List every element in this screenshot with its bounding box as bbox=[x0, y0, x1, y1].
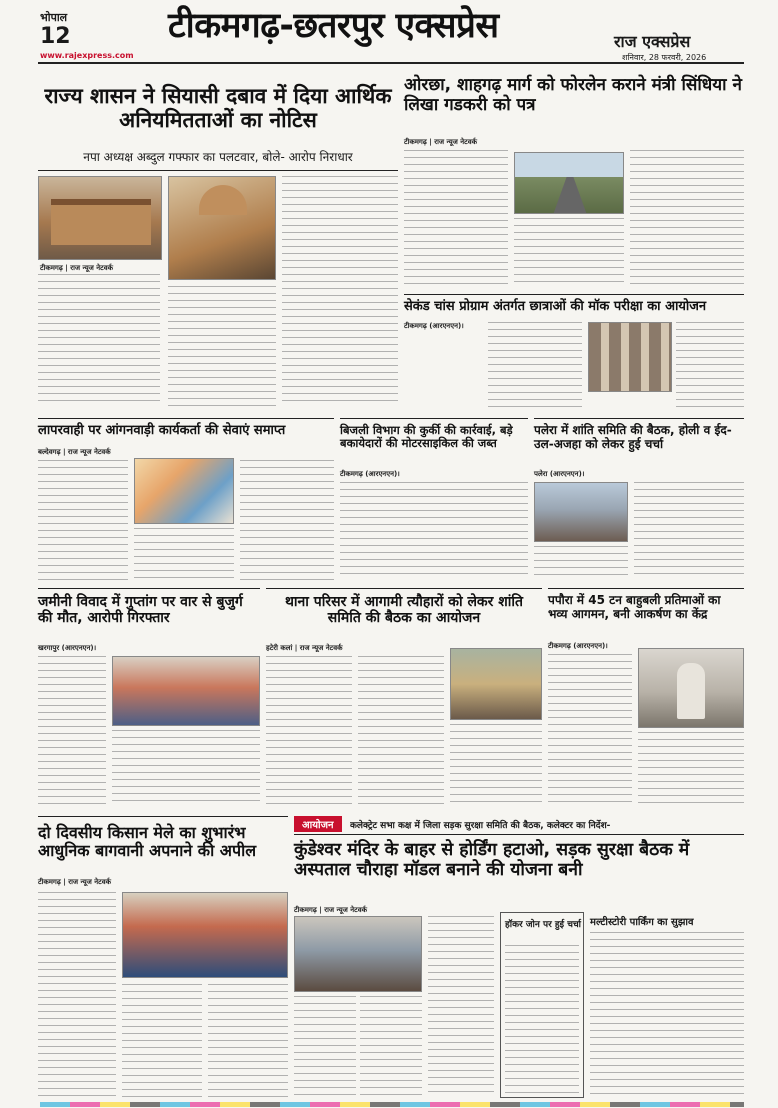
orchha-story bbox=[404, 68, 744, 288]
electricity-lead: टीकमगढ़ (आरएनएन)। bbox=[340, 470, 400, 478]
orchha-body-col-1 bbox=[404, 150, 508, 286]
land-dispute-story bbox=[38, 588, 260, 810]
collector-rule bbox=[294, 834, 744, 835]
kisan-mela-photo bbox=[122, 892, 288, 978]
anganwadi-headline: लापरवाही पर आंगनवाड़ी कार्यकर्ता की सेवाएं समाप्त bbox=[38, 423, 286, 438]
lead-body-col-1 bbox=[38, 274, 160, 406]
anganwadi-body-col-1 bbox=[38, 460, 128, 580]
collector-body-col-2 bbox=[360, 996, 422, 1098]
second-chance-photo bbox=[588, 322, 672, 392]
thana-photo bbox=[450, 648, 542, 720]
lead-byline: टीकमगढ़ | राज न्यूज नेटवर्क bbox=[40, 264, 113, 272]
palera-lead: पलेरा (आरएनएन)। bbox=[534, 470, 585, 478]
kisan-mela-body-col-3 bbox=[208, 984, 288, 1098]
city-label: भोपाल bbox=[40, 11, 68, 24]
collector-body-col-3 bbox=[428, 916, 494, 1098]
land-dispute-body-col-1 bbox=[38, 656, 106, 806]
kisan-mela-story bbox=[38, 816, 288, 1102]
second-chance-lead: टीकमगढ़ (आरएनएन)। bbox=[404, 322, 464, 330]
kisan-mela-body-col-2 bbox=[122, 984, 202, 1098]
page-number: 12 bbox=[40, 24, 71, 49]
land-dispute-rule bbox=[38, 588, 260, 589]
lead-subhead: नपा अध्यक्ष अब्दुल गफ्फार का पलटवार, बोले- आरोप निराधार bbox=[83, 150, 353, 164]
thana-body-col-2 bbox=[358, 656, 444, 806]
land-dispute-headline: जमीनी विवाद में गुप्तांग पर वार से बुजुर्ग की मौत, आरोपी गिरफ्तार bbox=[38, 594, 243, 627]
palera-rule bbox=[534, 418, 744, 419]
thana-headline: थाना परिसर में आगामी त्यौहारों को लेकर शांति समिति की बैठक का आयोजन bbox=[284, 594, 524, 627]
second-chance-body-col-2 bbox=[676, 322, 744, 410]
papora-body-col-2 bbox=[638, 732, 744, 806]
electricity-rule bbox=[340, 418, 528, 419]
palera-body-col-2 bbox=[634, 482, 744, 580]
collector-body-col-1 bbox=[294, 996, 356, 1098]
lead-photo-2 bbox=[168, 176, 276, 280]
kisan-mela-headline: दो दिवसीय किसान मेले का शुभारंभ आधुनिक बागवानी अपनाने की अपील bbox=[38, 823, 257, 861]
kisan-mela-body-col-1 bbox=[38, 892, 116, 1098]
multistory-parking-title: मल्टीस्टोरी पार्किंग का सुझाव bbox=[590, 917, 694, 928]
thana-rule bbox=[266, 588, 542, 589]
masthead-title: टीकमगढ़-छतरपुर एक्सप्रेस bbox=[168, 6, 499, 46]
website[interactable]: www.rajexpress.com bbox=[40, 51, 134, 60]
orchha-body-col-3 bbox=[630, 150, 744, 286]
anganwadi-photo bbox=[134, 458, 234, 524]
lead-body-col-2 bbox=[168, 286, 276, 406]
land-dispute-lead: खरगापुर (आरएनएन)। bbox=[38, 644, 97, 652]
thana-body-col-1 bbox=[266, 656, 352, 806]
palera-story bbox=[534, 418, 744, 582]
anganwadi-body-col-3 bbox=[240, 460, 334, 580]
kisan-mela-byline: टीकमगढ़ | राज न्यूज नेटवर्क bbox=[38, 878, 111, 886]
registration-strip bbox=[40, 1102, 744, 1107]
second-chance-body-col-1 bbox=[488, 322, 582, 410]
papora-body-col-1 bbox=[548, 654, 632, 806]
papora-rule bbox=[548, 588, 744, 589]
hawker-zone-title: हॉकर जोन पर हुई चर्चा bbox=[505, 920, 581, 930]
anganwadi-byline: बल्देवगढ़ | राज न्यूज नेटवर्क bbox=[38, 448, 111, 456]
papora-lead: टीकमगढ़ (आरएनएन)। bbox=[548, 642, 608, 650]
collector-headline: कुंडेश्वर मंदिर के बाहर से होर्डिंग हटाओ, सड़क सुरक्षा बैठक में अस्पताल चौराहा मॉडल बनाने की योजना बनी bbox=[294, 840, 690, 881]
masthead-divider bbox=[38, 62, 744, 64]
thana-story bbox=[266, 588, 542, 810]
orchha-body-col-2 bbox=[514, 218, 624, 286]
issue-date: शनिवार, 28 फरवरी, 2026 bbox=[622, 53, 707, 62]
anganwadi-story bbox=[38, 418, 334, 582]
lead-photo bbox=[38, 176, 162, 260]
palera-photo bbox=[534, 482, 628, 542]
papora-headline: पपौरा में 45 टन बाहुबली प्रतिमाओं का भव्य आगमन, बनी आकर्षण का केंद्र bbox=[548, 593, 721, 621]
lead-body-col-3 bbox=[282, 176, 398, 406]
papora-story bbox=[548, 588, 744, 810]
lead-rule bbox=[38, 170, 398, 171]
electricity-story bbox=[340, 418, 528, 582]
hawker-zone-box bbox=[500, 912, 584, 1098]
orchha-byline: टीकमगढ़ | राज न्यूज नेटवर्क bbox=[404, 138, 477, 146]
multistory-parking-body bbox=[590, 932, 744, 1094]
kisan-mela-rule bbox=[38, 816, 288, 817]
collector-photo bbox=[294, 916, 422, 992]
masthead bbox=[0, 0, 778, 62]
collector-kicker: आयोजन bbox=[294, 816, 342, 832]
second-chance-headline: सेकंड चांस प्रोग्राम अंतर्गत छात्राओं की मॉक परीक्षा का आयोजन bbox=[404, 299, 707, 314]
second-chance-rule bbox=[404, 294, 744, 295]
land-dispute-body-col-2 bbox=[112, 730, 260, 806]
anganwadi-rule bbox=[38, 418, 334, 419]
collector-byline: टीकमगढ़ | राज न्यूज नेटवर्क bbox=[294, 906, 367, 914]
multistory-parking-box bbox=[590, 912, 744, 1098]
thana-byline: हटेरी कलां | राज न्यूज नेटवर्क bbox=[266, 644, 343, 652]
orchha-headline: ओरछा, शाहगढ़ मार्ग को फोरलेन कराने मंत्री सिंधिया ने लिखा गडकरी को पत्र bbox=[404, 75, 742, 115]
hawker-zone-body bbox=[505, 945, 579, 1093]
palera-headline: पलेरा में शांति समिति की बैठक, होली व ईद-उल-अजहा को लेकर हुई चर्चा bbox=[534, 423, 732, 451]
thana-body-col-3 bbox=[450, 724, 542, 806]
electricity-body bbox=[340, 482, 528, 580]
anganwadi-body-col-2 bbox=[134, 528, 234, 580]
lead-story bbox=[38, 68, 398, 412]
brand-name: राज एक्सप्रेस bbox=[614, 32, 691, 51]
electricity-headline: बिजली विभाग की कुर्की की कार्रवाई, बड़े बकायेदारों की मोटरसाइकिल की जब्त bbox=[340, 423, 513, 451]
orchha-road-photo bbox=[514, 152, 624, 214]
palera-body-col-1 bbox=[534, 546, 628, 580]
lead-headline: राज्य शासन ने सियासी दबाव में दिया आर्थिक अनियमितताओं का नोटिस bbox=[44, 84, 392, 133]
collector-strap: कलेक्ट्रेट सभा कक्ष में जिला सड़क सुरक्षा समिति की बैठक, कलेक्टर का निर्देश- bbox=[350, 821, 611, 831]
second-chance-story bbox=[404, 294, 744, 412]
papora-photo bbox=[638, 648, 744, 728]
land-dispute-photo bbox=[112, 656, 260, 726]
collector-story bbox=[294, 816, 744, 1102]
